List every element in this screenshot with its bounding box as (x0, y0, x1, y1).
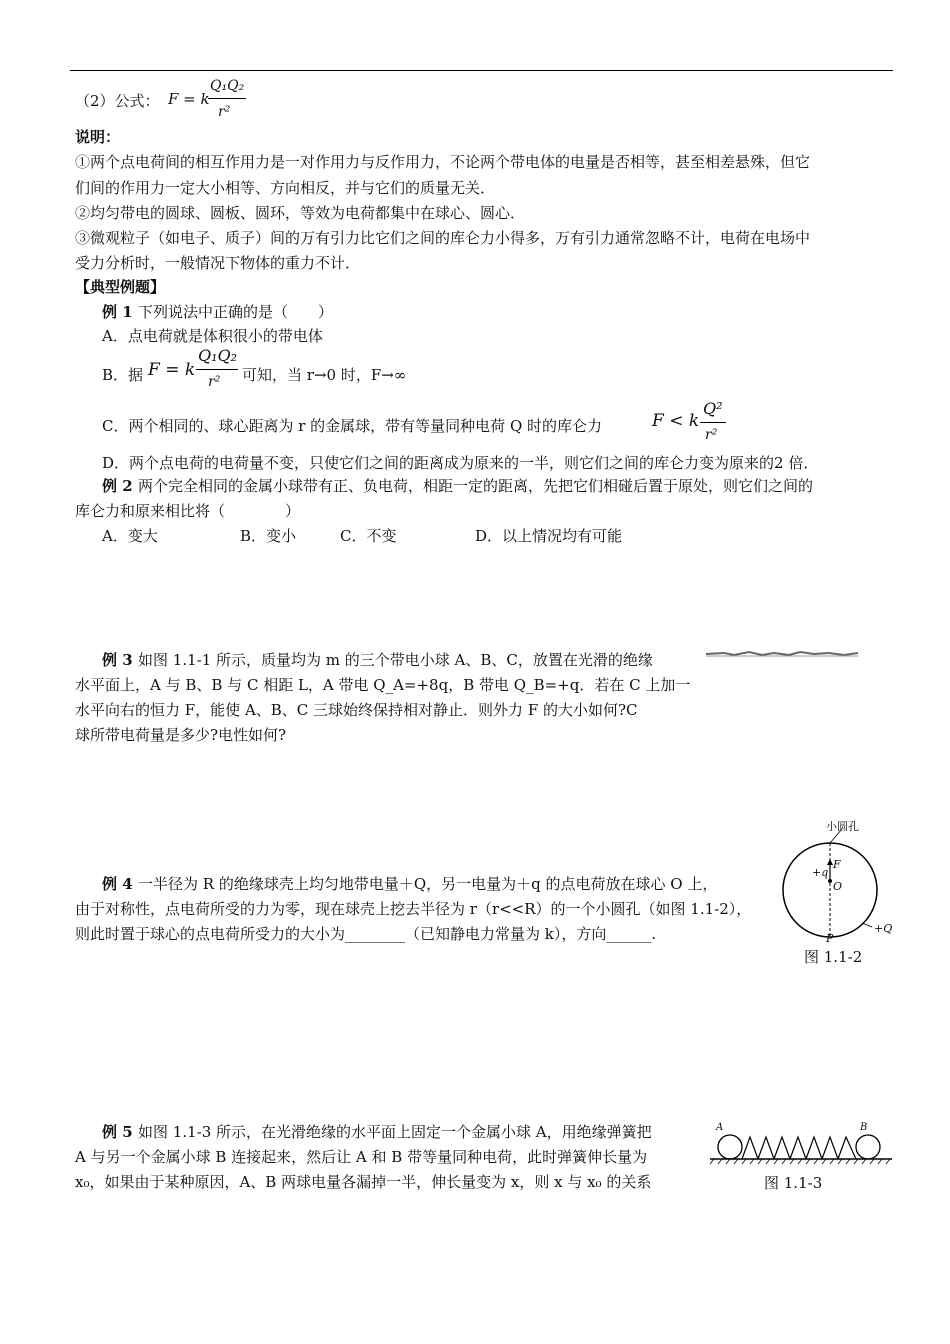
ball-b (856, 1135, 880, 1159)
ex5-label: 例 5 (102, 1123, 133, 1141)
ex2-line-2: 库仑力和原来相比将（ ） (75, 502, 301, 520)
center-charge (828, 879, 832, 883)
ex1-option-b-prefix: B．据 (102, 366, 144, 384)
ex1-b-formula-lhs: F = k (148, 360, 196, 380)
ex2-option-b: B．变小 (240, 527, 297, 545)
hole-label: 小圆孔 (826, 820, 859, 833)
note-line-5: 受力分析时，一般情况下物体的重力不计． (75, 254, 361, 272)
ex5-line-1: 如图 1.1-3 所示，在光滑绝缘的水平面上固定一个金属小球 A，用绝缘弹簧把 (138, 1123, 652, 1141)
spring (742, 1137, 856, 1159)
ex4-line-3: 则此时置于球心的点电荷所受力的大小为________（已知静电力常量为 k），方向______. (75, 925, 657, 943)
charge-label: +q (812, 866, 829, 879)
figure-1-1-2-caption: 图 1.1-2 (804, 948, 863, 966)
ex2-line-1: 两个完全相同的金属小球带有正、负电荷，相距一定的距离，先把它们相碰后置于原处，则它们之间的 (138, 477, 814, 495)
formula-fraction-bar (208, 98, 246, 99)
ex5-line-3: x₀，如果由于某种原因，A、B 两球电量各漏掉一半，伸长量变为 x，则 x 与 x₀ 的关系 (75, 1173, 652, 1191)
ex1-c-fraction-bar (700, 422, 726, 423)
ex3-line-1: 如图 1.1-1 所示，质量均为 m 的三个带电小球 A、B、C，放置在光滑的绝缘 (138, 651, 653, 669)
ex3-label: 例 3 (102, 651, 133, 669)
shell-charge-pointer (862, 923, 872, 927)
formula-prefix: （2）公式： (75, 92, 160, 110)
ex3-line-2: 水平面上，A 与 B、B 与 C 相距 L，A 带电 Q_A=+8q，B 带电 Q_B=+q．若在 C 上加一 (75, 676, 691, 694)
ex1-option-d: D．两个点电荷的电荷量不变，只使它们之间的距离成为原来的一半，则它们之间的库仑力变为原来的2 倍． (102, 454, 819, 472)
ex1-option-b-suffix: 可知，当 r→0 时，F→∞ (242, 366, 407, 384)
note-line-2: 们间的作用力一定大小相等、方向相反，并与它们的质量无关． (75, 179, 496, 197)
ex2-option-c: C．不变 (340, 527, 397, 545)
ex1-b-denominator: r² (208, 374, 221, 390)
ex1-c-numerator: Q² (703, 399, 723, 418)
ex1-label: 例 1 (102, 303, 133, 321)
note-line-1: ①两个点电荷间的相互作用力是一对作用力与反作用力，不论两个带电体的电量是否相等，甚至相差悬殊，但它 (75, 153, 811, 171)
force-label: F (833, 858, 841, 871)
note-line-4: ③微观粒子（如电子、质子）间的万有引力比它们之间的库仑力小得多，万有引力通常忽略不计，电荷在电场中 (75, 229, 811, 247)
ex1-option-a: A．点电荷就是体积很小的带电体 (102, 327, 323, 345)
formula-lhs: F = k (168, 90, 210, 108)
ex2-label: 例 2 (102, 477, 133, 495)
ball-b-label: B (860, 1122, 868, 1133)
ball-a (718, 1135, 742, 1159)
ex3-line-4: 球所带电荷量是多少?电性如何? (75, 726, 287, 744)
ex2-option-a: A．变大 (102, 527, 158, 545)
center-label: O (833, 880, 843, 893)
ex4-line-1: 一半径为 R 的绝缘球壳上均匀地带电量＋Q，另一电量为＋q 的点电荷放在球心 O 上， (138, 875, 718, 893)
ex1-option-c: C．两个相同的、球心距离为 r 的金属球，带有等量同种电荷 Q 时的库仑力 (102, 417, 603, 435)
section-title: 【典型例题】 (75, 278, 166, 296)
formula-numerator: Q₁Q₂ (210, 78, 245, 94)
figure-1-1-1-strip (704, 647, 860, 661)
ex1-b-fraction-bar (196, 369, 238, 370)
ex1-c-denominator: r² (705, 427, 718, 443)
figure-1-1-3-spring (708, 1128, 894, 1168)
ex1-stem: 下列说法中正确的是（ ） (138, 303, 334, 321)
point-p-label: P (826, 932, 834, 945)
figure-1-1-3-caption: 图 1.1-3 (764, 1174, 823, 1192)
ball-a-label: A (716, 1122, 724, 1133)
formula-denominator: r² (218, 104, 231, 120)
note-line-3: ②均匀带电的圆球、圆板、圆环，等效为电荷都集中在球心、圆心． (75, 204, 526, 222)
explanation-title: 说明： (75, 128, 121, 146)
ex1-c-formula-lhs: F < k (652, 411, 700, 431)
ex1-b-numerator: Q₁Q₂ (198, 346, 238, 365)
ex4-label: 例 4 (102, 875, 133, 893)
shell-charge-label: +Q (874, 922, 893, 935)
ex2-option-d: D．以上情况均有可能 (475, 527, 623, 545)
ex3-line-3: 水平向右的恒力 F，能使 A、B、C 三球始终保持相对静止．则外力 F 的大小如何?C (75, 701, 638, 719)
ex5-line-2: A 与另一个金属小球 B 连接起来，然后让 A 和 B 带等量同种电荷，此时弹簧伸长量为 (75, 1148, 648, 1166)
header-rule (70, 70, 893, 71)
ex4-line-2: 由于对称性，点电荷所受的力为零，现在球壳上挖去半径为 r（r<<R）的一个小圆孔（如图 1.1-2）， (75, 900, 752, 918)
